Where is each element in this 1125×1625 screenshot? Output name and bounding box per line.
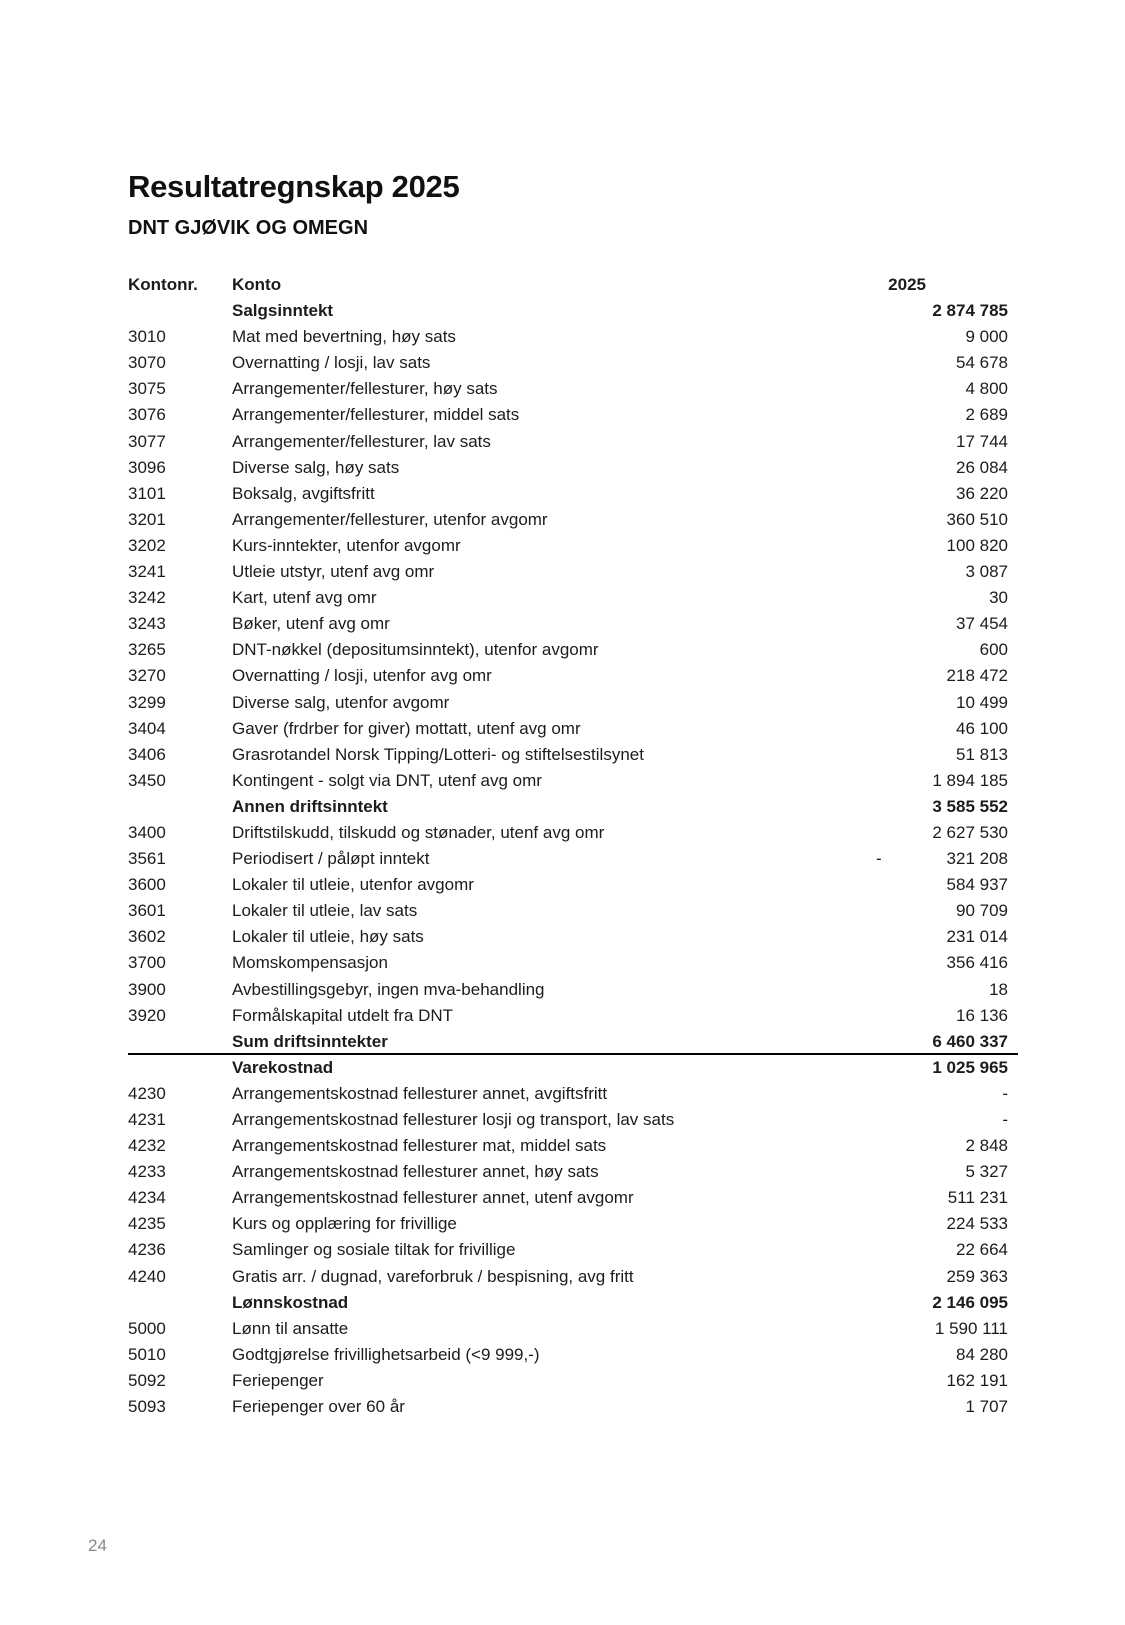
table-row <box>128 533 1008 559</box>
account-label: Avbestillingsgebyr, ingen mva-behandling <box>232 979 545 999</box>
value-number: 17 744 <box>956 431 1008 451</box>
account-number <box>128 1290 232 1316</box>
value-number: 6 460 337 <box>932 1031 1008 1051</box>
account-label: Sum driftsinntekter <box>232 1031 388 1051</box>
table-row <box>128 898 1008 924</box>
value-number: 231 014 <box>946 927 1008 947</box>
account-label: Lokaler til utleie, utenfor avgomr <box>232 875 474 895</box>
account-number: 3076 <box>128 405 166 425</box>
table-row <box>128 376 1008 402</box>
account-value <box>838 324 1008 350</box>
table-row <box>128 872 1008 898</box>
value-number: 2 146 095 <box>932 1292 1008 1312</box>
account-number: 3602 <box>128 927 166 947</box>
page-number: 24 <box>88 1536 107 1555</box>
table-row <box>128 1290 1008 1316</box>
table-row <box>128 350 1008 376</box>
value-number: 54 678 <box>956 353 1008 373</box>
account-value <box>838 1368 1008 1394</box>
value-number: 46 100 <box>956 718 1008 738</box>
account-number: 4236 <box>128 1240 166 1260</box>
account-value <box>838 794 1008 820</box>
account-value <box>838 872 1008 898</box>
table-row <box>128 663 1008 689</box>
value-number: - <box>1002 1110 1008 1129</box>
account-value <box>838 977 1008 1003</box>
account-number: 4230 <box>128 1083 166 1103</box>
account-number <box>128 298 232 324</box>
account-label: DNT-nøkkel (depositumsinntekt), utenfor avgomr <box>232 640 599 660</box>
account-label: Arrangementskostnad fellesturer losji og transport, lav sats <box>232 1110 675 1129</box>
account-number: 3242 <box>128 588 166 608</box>
value-number: 4 800 <box>965 379 1008 399</box>
value-number: 10 499 <box>956 692 1008 712</box>
account-number: 3101 <box>128 483 166 503</box>
account-value <box>838 376 1008 402</box>
account-value <box>838 429 1008 455</box>
account-number: 3920 <box>128 1005 166 1025</box>
account-value <box>838 1133 1008 1159</box>
account-label: Diverse salg, høy sats <box>232 457 400 477</box>
account-number: 3900 <box>128 979 166 999</box>
account-number: 3700 <box>128 953 166 973</box>
value-number: 3 585 552 <box>932 796 1008 816</box>
account-number: 3450 <box>128 770 166 790</box>
table-row <box>128 611 1008 637</box>
account-number: 3601 <box>128 901 166 921</box>
table-row <box>128 1394 1008 1420</box>
value-number: 36 220 <box>956 483 1008 503</box>
account-value <box>838 1003 1008 1029</box>
table-body <box>128 298 1008 1420</box>
account-label: Gaver (frdrber for giver) mottatt, utenf avg omr <box>232 718 581 738</box>
value-number: 2 848 <box>965 1136 1008 1156</box>
value-number: 218 472 <box>946 666 1008 686</box>
account-label: Arrangementer/fellesturer, lav sats <box>232 431 491 451</box>
account-number: 5010 <box>128 1344 166 1364</box>
account-value <box>838 350 1008 376</box>
table-row <box>128 637 1008 663</box>
value-number: 360 510 <box>946 509 1008 529</box>
account-number: 3265 <box>128 640 166 660</box>
value-number: 321 208 <box>946 849 1008 869</box>
account-label: Lønn til ansatte <box>232 1318 349 1338</box>
value-number: 259 363 <box>946 1266 1008 1286</box>
account-label: Annen driftsinntekt <box>232 796 388 816</box>
account-value <box>838 611 1008 637</box>
value-number: 584 937 <box>946 875 1008 895</box>
account-label: Periodisert / påløpt inntekt <box>232 849 430 869</box>
table-row <box>128 794 1008 820</box>
account-value <box>838 1316 1008 1342</box>
account-value <box>838 298 1008 324</box>
account-value <box>838 455 1008 481</box>
account-value <box>838 742 1008 768</box>
account-value <box>838 481 1008 507</box>
account-label: Overnatting / losji, lav sats <box>232 353 431 373</box>
value-number: 1 894 185 <box>932 770 1008 790</box>
account-value <box>838 1159 1008 1185</box>
account-number: 3400 <box>128 822 166 842</box>
account-value <box>838 533 1008 559</box>
account-label: Arrangementskostnad fellesturer mat, middel sats <box>232 1136 607 1156</box>
account-label: Feriepenger over 60 år <box>232 1397 405 1417</box>
table-header-row <box>128 272 1008 298</box>
account-label: Arrangementer/fellesturer, middel sats <box>232 405 520 425</box>
account-label: Godtgjørelse frivillighetsarbeid (<9 999,-) <box>232 1344 540 1364</box>
account-value <box>838 690 1008 716</box>
value-number: 9 000 <box>965 327 1008 347</box>
table-row <box>128 1211 1008 1237</box>
value-number: 356 416 <box>946 953 1008 973</box>
account-label: Lokaler til utleie, høy sats <box>232 927 424 947</box>
value-number: 2 689 <box>965 405 1008 425</box>
account-value <box>838 1211 1008 1237</box>
account-number <box>128 1029 232 1055</box>
account-value <box>838 663 1008 689</box>
value-number: - <box>1002 1083 1008 1103</box>
account-number: 3270 <box>128 666 166 686</box>
account-value <box>838 716 1008 742</box>
table-row <box>128 1107 1008 1133</box>
account-label: Driftstilskudd, tilskudd og stønader, utenf avg omr <box>232 822 605 842</box>
header-year: 2025 <box>888 275 926 294</box>
account-number: 5000 <box>128 1318 166 1338</box>
negative-sign: - <box>876 849 882 869</box>
account-number: 5092 <box>128 1370 166 1390</box>
account-value <box>838 846 1008 872</box>
account-value <box>838 637 1008 663</box>
value-number: 224 533 <box>946 1214 1008 1234</box>
header-account-name: Konto <box>232 275 282 294</box>
account-label: Mat med bevertning, høy sats <box>232 327 456 347</box>
value-number: 600 <box>979 640 1008 660</box>
account-number: 3202 <box>128 535 166 555</box>
table-row <box>128 1133 1008 1159</box>
account-value <box>838 1055 1008 1081</box>
value-number: 30 <box>989 588 1008 608</box>
table-row <box>128 1342 1008 1368</box>
account-label: Samlinger og sosiale tiltak for frivillige <box>232 1240 516 1260</box>
account-label: Arrangementer/fellesturer, høy sats <box>232 379 498 399</box>
account-number: 5093 <box>128 1397 166 1417</box>
account-number: 3201 <box>128 509 166 529</box>
account-value <box>838 1029 1008 1055</box>
value-number: 51 813 <box>956 744 1008 764</box>
account-number: 3070 <box>128 353 166 373</box>
account-label: Overnatting / losji, utenfor avg omr <box>232 666 492 686</box>
account-value <box>838 1237 1008 1263</box>
table-row <box>128 507 1008 533</box>
account-value <box>838 924 1008 950</box>
account-value <box>838 1394 1008 1420</box>
account-number: 3075 <box>128 379 166 399</box>
table-row <box>128 429 1008 455</box>
account-value <box>838 898 1008 924</box>
account-label: Gratis arr. / dugnad, vareforbruk / bespisning, avg fritt <box>232 1266 634 1286</box>
account-number: 3406 <box>128 744 166 764</box>
value-number: 16 136 <box>956 1005 1008 1025</box>
account-value <box>838 1081 1008 1107</box>
table-row <box>128 1159 1008 1185</box>
table-row <box>128 585 1008 611</box>
account-number: 3010 <box>128 327 166 347</box>
account-label: Varekostnad <box>232 1057 334 1077</box>
value-number: 2 874 785 <box>932 301 1008 321</box>
account-value <box>838 820 1008 846</box>
table-row <box>128 820 1008 846</box>
table-row <box>128 924 1008 950</box>
value-number: 84 280 <box>956 1344 1008 1364</box>
account-label: Kart, utenf avg omr <box>232 588 377 608</box>
table-row <box>128 1368 1008 1394</box>
value-number: 37 454 <box>956 614 1008 634</box>
account-label: Kurs og opplæring for frivillige <box>232 1214 457 1234</box>
account-number: 3404 <box>128 718 166 738</box>
account-number: 4232 <box>128 1136 166 1156</box>
value-number: 511 231 <box>947 1188 1008 1208</box>
value-number: 26 084 <box>956 457 1008 477</box>
value-number: 22 664 <box>956 1240 1008 1260</box>
value-number: 1 025 965 <box>932 1057 1008 1077</box>
value-number: 18 <box>989 979 1008 999</box>
account-label: Arrangementer/fellesturer, utenfor avgomr <box>232 509 548 529</box>
account-label: Grasrotandel Norsk Tipping/Lotteri- og stiftelsestilsynet <box>232 744 644 764</box>
table-row <box>128 1316 1008 1342</box>
page-subtitle: DNT GJØVIK OG OMEGN <box>128 217 369 239</box>
table-row <box>128 324 1008 350</box>
table-row <box>128 1029 1008 1055</box>
account-label: Utleie utstyr, utenf avg omr <box>232 562 435 582</box>
table-row <box>128 1003 1008 1029</box>
account-number: 4234 <box>128 1188 166 1208</box>
table-row <box>128 1081 1008 1107</box>
table-row <box>128 1055 1008 1081</box>
table-row <box>128 1264 1008 1290</box>
table-row <box>128 950 1008 976</box>
account-value <box>838 1290 1008 1316</box>
table-row <box>128 559 1008 585</box>
account-label: Bøker, utenf avg omr <box>232 614 390 634</box>
account-number: 3299 <box>128 692 166 712</box>
account-label: Boksalg, avgiftsfritt <box>232 483 375 503</box>
account-value <box>838 402 1008 428</box>
table-row <box>128 846 1008 872</box>
value-number: 100 820 <box>946 535 1008 555</box>
value-number: 1 590 111 <box>934 1318 1008 1338</box>
account-label: Kurs-inntekter, utenfor avgomr <box>232 535 461 555</box>
account-label: Formålskapital utdelt fra DNT <box>232 1005 454 1025</box>
account-value <box>838 559 1008 585</box>
account-number: 3243 <box>128 614 166 634</box>
account-number: 3561 <box>128 849 166 869</box>
table-row <box>128 690 1008 716</box>
account-label: Momskompensasjon <box>232 953 388 973</box>
account-label: Diverse salg, utenfor avgomr <box>232 692 450 712</box>
account-label: Salgsinntekt <box>232 301 334 321</box>
table-row <box>128 1185 1008 1211</box>
table-row <box>128 977 1008 1003</box>
account-value <box>838 768 1008 794</box>
table-row <box>128 298 1008 324</box>
value-number: 3 087 <box>965 562 1008 582</box>
account-number: 4233 <box>128 1162 166 1182</box>
account-label: Lønnskostnad <box>232 1292 349 1312</box>
page-title: Resultatregnskap 2025 <box>128 169 460 204</box>
account-label: Arrangementskostnad fellesturer annet, høy sats <box>232 1162 599 1182</box>
value-number: 5 327 <box>965 1162 1008 1182</box>
account-number: 3600 <box>128 875 166 895</box>
table-row <box>128 742 1008 768</box>
account-value <box>838 1185 1008 1211</box>
account-label: Arrangementskostnad fellesturer annet, avgiftsfritt <box>232 1083 608 1103</box>
table-row <box>128 716 1008 742</box>
value-number: 1 707 <box>965 1397 1008 1417</box>
table-row <box>128 768 1008 794</box>
account-label: Kontingent - solgt via DNT, utenf avg omr <box>232 770 542 790</box>
account-value <box>838 1264 1008 1290</box>
value-number: 2 627 530 <box>932 822 1008 842</box>
account-value <box>838 950 1008 976</box>
account-label: Feriepenger <box>232 1370 324 1390</box>
account-number: 3241 <box>128 562 166 582</box>
table-row <box>128 455 1008 481</box>
account-value <box>838 1107 1008 1133</box>
account-value <box>838 1342 1008 1368</box>
value-number: 162 191 <box>946 1370 1008 1390</box>
account-label: Arrangementskostnad fellesturer annet, utenf avgomr <box>232 1188 634 1208</box>
account-table <box>128 272 1008 1420</box>
account-value <box>838 585 1008 611</box>
account-number: 3096 <box>128 457 166 477</box>
account-number: 4240 <box>128 1266 166 1286</box>
account-label: Lokaler til utleie, lav sats <box>232 901 418 921</box>
account-number: 3077 <box>128 431 166 451</box>
value-number: 90 709 <box>956 901 1008 921</box>
account-number <box>128 794 232 820</box>
table-row <box>128 1237 1008 1263</box>
account-number <box>128 1055 232 1081</box>
account-number: 4235 <box>128 1214 166 1234</box>
table-row <box>128 481 1008 507</box>
account-value <box>838 507 1008 533</box>
header-account-number: Kontonr. <box>128 275 198 294</box>
account-number: 4231 <box>128 1110 166 1129</box>
table-row <box>128 402 1008 428</box>
